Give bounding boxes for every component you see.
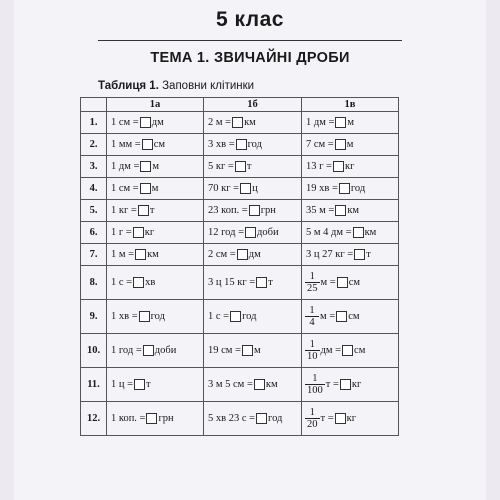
fraction-numerator: 1 xyxy=(309,339,315,350)
row-number: 7. xyxy=(81,244,107,266)
fraction-numerator: 1 xyxy=(309,407,315,418)
task-left: 12 год = xyxy=(208,227,245,238)
task-expression xyxy=(208,205,276,216)
task-left: 3 хв = xyxy=(208,139,235,150)
task-unit: км xyxy=(364,227,377,238)
fraction-denominator: 100 xyxy=(307,385,323,396)
task-left: 1 с = xyxy=(208,311,230,322)
answer-box[interactable] xyxy=(242,345,253,356)
task-expression xyxy=(306,139,353,150)
row-number: 2. xyxy=(81,134,107,156)
task-left: дм = xyxy=(320,345,342,356)
answer-box[interactable] xyxy=(245,227,256,238)
task-expression xyxy=(306,339,365,362)
task-expression xyxy=(208,139,262,150)
task-left: т = xyxy=(320,413,334,424)
task-left: 13 г = xyxy=(306,161,332,172)
task-left: 19 хв = xyxy=(306,183,338,194)
answer-box[interactable] xyxy=(342,345,353,356)
task-expression xyxy=(306,407,356,430)
task-cell xyxy=(204,368,302,402)
table-row xyxy=(81,244,399,266)
task-unit: кг xyxy=(344,161,355,172)
table-row xyxy=(81,266,399,300)
task-left: 70 кг = xyxy=(208,183,240,194)
task-unit: год xyxy=(242,311,257,322)
grade-heading: 5 клас xyxy=(216,8,284,31)
task-expression xyxy=(111,161,159,172)
row-number: 8. xyxy=(81,266,107,300)
heading-divider xyxy=(98,40,402,41)
answer-box[interactable] xyxy=(138,205,149,216)
task-expression xyxy=(306,305,360,328)
task-unit: см xyxy=(354,345,366,356)
task-cell xyxy=(302,402,399,436)
row-number: 1. xyxy=(81,112,107,134)
answer-box[interactable] xyxy=(335,413,346,424)
task-unit: грн xyxy=(260,205,276,216)
answer-box[interactable] xyxy=(140,161,151,172)
task-expression xyxy=(111,379,151,390)
task-left: 1 коп. = xyxy=(111,413,146,424)
task-left: 1 м = xyxy=(111,249,135,260)
task-cell xyxy=(107,200,204,222)
row-number: 4. xyxy=(81,178,107,200)
task-expression xyxy=(208,249,261,260)
answer-box[interactable] xyxy=(256,277,267,288)
task-left: 1 см = xyxy=(111,183,139,194)
table-row xyxy=(81,402,399,436)
task-cell xyxy=(302,368,399,402)
task-left: 19 см = xyxy=(208,345,241,356)
task-left: 1 г = xyxy=(111,227,132,238)
task-unit: кг xyxy=(144,227,155,238)
answer-box[interactable] xyxy=(133,277,144,288)
table-caption xyxy=(98,80,254,92)
task-expression xyxy=(306,249,371,260)
task-unit: см xyxy=(348,311,360,322)
task-cell xyxy=(107,134,204,156)
task-cell xyxy=(204,112,302,134)
task-expression xyxy=(111,345,176,356)
answer-box[interactable] xyxy=(249,205,260,216)
task-cell xyxy=(302,178,399,200)
row-number: 6. xyxy=(81,222,107,244)
column-header: 1в xyxy=(302,98,399,112)
answer-box[interactable] xyxy=(336,311,347,322)
task-expression xyxy=(111,183,158,194)
row-number: 11. xyxy=(81,368,107,402)
task-cell xyxy=(107,368,204,402)
fraction-numerator: 1 xyxy=(309,271,315,282)
task-expression xyxy=(111,205,154,216)
fraction-denominator: 4 xyxy=(309,317,315,328)
answer-box[interactable] xyxy=(240,183,251,194)
table-row xyxy=(81,112,399,134)
task-left: м = xyxy=(320,311,336,322)
task-expression xyxy=(111,139,165,150)
answer-box[interactable] xyxy=(139,311,150,322)
task-cell xyxy=(107,266,204,300)
fraction xyxy=(306,271,319,294)
task-left: 1 кг = xyxy=(111,205,137,216)
task-left: 5 кг = xyxy=(208,161,234,172)
table-row xyxy=(81,134,399,156)
task-cell xyxy=(204,402,302,436)
task-cell xyxy=(107,334,204,368)
task-left: 1 дм = xyxy=(306,117,335,128)
task-cell xyxy=(107,112,204,134)
column-header xyxy=(81,98,107,112)
task-expression xyxy=(111,413,174,424)
task-unit: км xyxy=(265,379,278,390)
answer-box[interactable] xyxy=(140,117,151,128)
task-expression xyxy=(208,161,251,172)
task-unit: доби xyxy=(257,227,279,238)
task-cell xyxy=(107,222,204,244)
answer-box[interactable] xyxy=(143,345,154,356)
task-unit: см xyxy=(153,139,166,150)
task-left: 7 см = xyxy=(306,139,334,150)
task-unit: кг xyxy=(351,379,362,390)
answer-box[interactable] xyxy=(333,161,344,172)
task-expression xyxy=(208,345,261,356)
task-cell xyxy=(302,244,399,266)
task-expression xyxy=(111,277,155,288)
answer-box[interactable] xyxy=(133,227,144,238)
task-unit: год xyxy=(150,311,165,322)
task-expression xyxy=(208,379,278,390)
task-left: т = xyxy=(325,379,339,390)
task-left: м = xyxy=(320,277,336,288)
task-expression xyxy=(306,161,354,172)
task-left: 1 мм = xyxy=(111,139,141,150)
task-left: 3 ц 27 кг = xyxy=(306,249,354,260)
task-unit: т xyxy=(146,379,151,390)
task-cell xyxy=(302,156,399,178)
task-cell xyxy=(107,156,204,178)
answer-box[interactable] xyxy=(335,117,346,128)
task-expression xyxy=(306,227,376,238)
row-number: 3. xyxy=(81,156,107,178)
task-cell xyxy=(204,244,302,266)
task-unit: год xyxy=(247,139,262,150)
answer-box[interactable] xyxy=(254,379,265,390)
answer-box[interactable] xyxy=(140,183,151,194)
task-expression xyxy=(111,249,159,260)
task-left: 23 коп. = xyxy=(208,205,248,216)
task-unit: год xyxy=(268,413,283,424)
task-expression xyxy=(306,373,361,396)
table-row xyxy=(81,222,399,244)
task-left: 1 с = xyxy=(111,277,133,288)
answer-box[interactable] xyxy=(235,161,246,172)
task-cell xyxy=(302,334,399,368)
fraction xyxy=(306,305,318,328)
task-unit: м xyxy=(152,161,160,172)
task-unit: км xyxy=(347,205,360,216)
table-row xyxy=(81,178,399,200)
row-number: 10. xyxy=(81,334,107,368)
answer-box[interactable] xyxy=(256,413,267,424)
task-unit: т xyxy=(366,249,371,260)
task-unit: км xyxy=(244,117,256,128)
task-left: 3 м 5 см = xyxy=(208,379,253,390)
task-expression xyxy=(306,205,359,216)
task-expression xyxy=(208,311,256,322)
task-cell xyxy=(302,222,399,244)
table-row xyxy=(81,368,399,402)
task-unit: см xyxy=(348,277,361,288)
fraction xyxy=(306,339,319,362)
answer-box[interactable] xyxy=(337,277,348,288)
task-cell xyxy=(107,300,204,334)
table-row xyxy=(81,334,399,368)
task-expression xyxy=(208,117,256,128)
task-left: 1 см = xyxy=(111,117,139,128)
task-left: 5 хв 23 с = xyxy=(208,413,256,424)
fraction xyxy=(306,373,324,396)
task-unit: т xyxy=(246,161,252,172)
answer-box[interactable] xyxy=(146,413,157,424)
task-unit: год xyxy=(350,183,366,194)
fraction-numerator: 1 xyxy=(312,373,318,384)
task-unit: хв xyxy=(145,277,156,288)
task-cell xyxy=(204,300,302,334)
fraction-denominator: 20 xyxy=(307,419,318,430)
row-number: 12. xyxy=(81,402,107,436)
answer-box[interactable] xyxy=(353,227,364,238)
task-left: 1 дм = xyxy=(111,161,140,172)
fraction-numerator: 1 xyxy=(309,305,315,316)
answer-box[interactable] xyxy=(335,205,346,216)
answer-box[interactable] xyxy=(230,311,241,322)
fraction-denominator: 25 xyxy=(307,283,318,294)
task-left: 2 см = xyxy=(208,249,236,260)
task-cell xyxy=(204,266,302,300)
task-expression xyxy=(306,271,360,294)
task-expression xyxy=(208,183,258,194)
task-cell xyxy=(107,244,204,266)
answer-box[interactable] xyxy=(236,139,247,150)
table-row xyxy=(81,300,399,334)
task-unit: км xyxy=(147,249,159,260)
answer-box[interactable] xyxy=(237,249,248,260)
task-cell xyxy=(204,178,302,200)
task-unit: т xyxy=(268,277,273,288)
answer-box[interactable] xyxy=(354,249,365,260)
task-unit: т xyxy=(149,205,155,216)
task-left: 1 хв = xyxy=(111,311,138,322)
task-cell xyxy=(302,134,399,156)
answer-box[interactable] xyxy=(340,379,351,390)
task-unit: дм xyxy=(248,249,261,260)
conversion-table xyxy=(80,97,399,436)
answer-box[interactable] xyxy=(335,139,346,150)
task-expression xyxy=(208,227,279,238)
task-left: 1 год = xyxy=(111,345,142,356)
answer-box[interactable] xyxy=(135,249,146,260)
task-expression xyxy=(111,311,165,322)
task-unit: м xyxy=(347,117,355,128)
task-unit: ц xyxy=(252,183,258,194)
task-unit: м xyxy=(151,183,159,194)
task-left: 3 ц 15 кг = xyxy=(208,277,256,288)
table-caption-text: Заповни клітинки xyxy=(158,80,255,92)
task-cell xyxy=(204,334,302,368)
task-cell xyxy=(107,178,204,200)
task-unit: м xyxy=(346,139,354,150)
task-unit: дм xyxy=(151,117,164,128)
task-left: 35 м = xyxy=(306,205,335,216)
task-cell xyxy=(302,200,399,222)
row-number: 5. xyxy=(81,200,107,222)
row-number: 9. xyxy=(81,300,107,334)
topic-title: ТЕМА 1. ЗВИЧАЙНІ ДРОБИ xyxy=(150,50,350,66)
column-header: 1б xyxy=(204,98,302,112)
task-expression xyxy=(111,227,154,238)
task-unit: доби xyxy=(154,345,177,356)
task-cell xyxy=(204,222,302,244)
task-cell xyxy=(204,134,302,156)
task-left: 1 ц = xyxy=(111,379,134,390)
task-cell xyxy=(107,402,204,436)
fraction-denominator: 10 xyxy=(307,351,318,362)
task-cell xyxy=(302,112,399,134)
table-caption-label: Таблиця 1. xyxy=(98,80,159,92)
task-cell xyxy=(204,200,302,222)
task-expression xyxy=(208,413,282,424)
task-expression xyxy=(111,117,164,128)
answer-box[interactable] xyxy=(232,117,243,128)
task-left: 5 м 4 дм = xyxy=(306,227,352,238)
task-expression xyxy=(306,117,354,128)
answer-box[interactable] xyxy=(339,183,350,194)
task-left: 2 м = xyxy=(208,117,232,128)
task-cell xyxy=(302,300,399,334)
table-row xyxy=(81,200,399,222)
task-cell xyxy=(302,266,399,300)
table-row xyxy=(81,156,399,178)
task-cell xyxy=(204,156,302,178)
answer-box[interactable] xyxy=(142,139,153,150)
task-unit: кг xyxy=(346,413,357,424)
task-expression xyxy=(306,183,365,194)
column-header: 1а xyxy=(107,98,204,112)
task-unit: м xyxy=(253,345,261,356)
answer-box[interactable] xyxy=(134,379,145,390)
task-unit: грн xyxy=(158,413,174,424)
fraction xyxy=(306,407,319,430)
task-expression xyxy=(208,277,273,288)
